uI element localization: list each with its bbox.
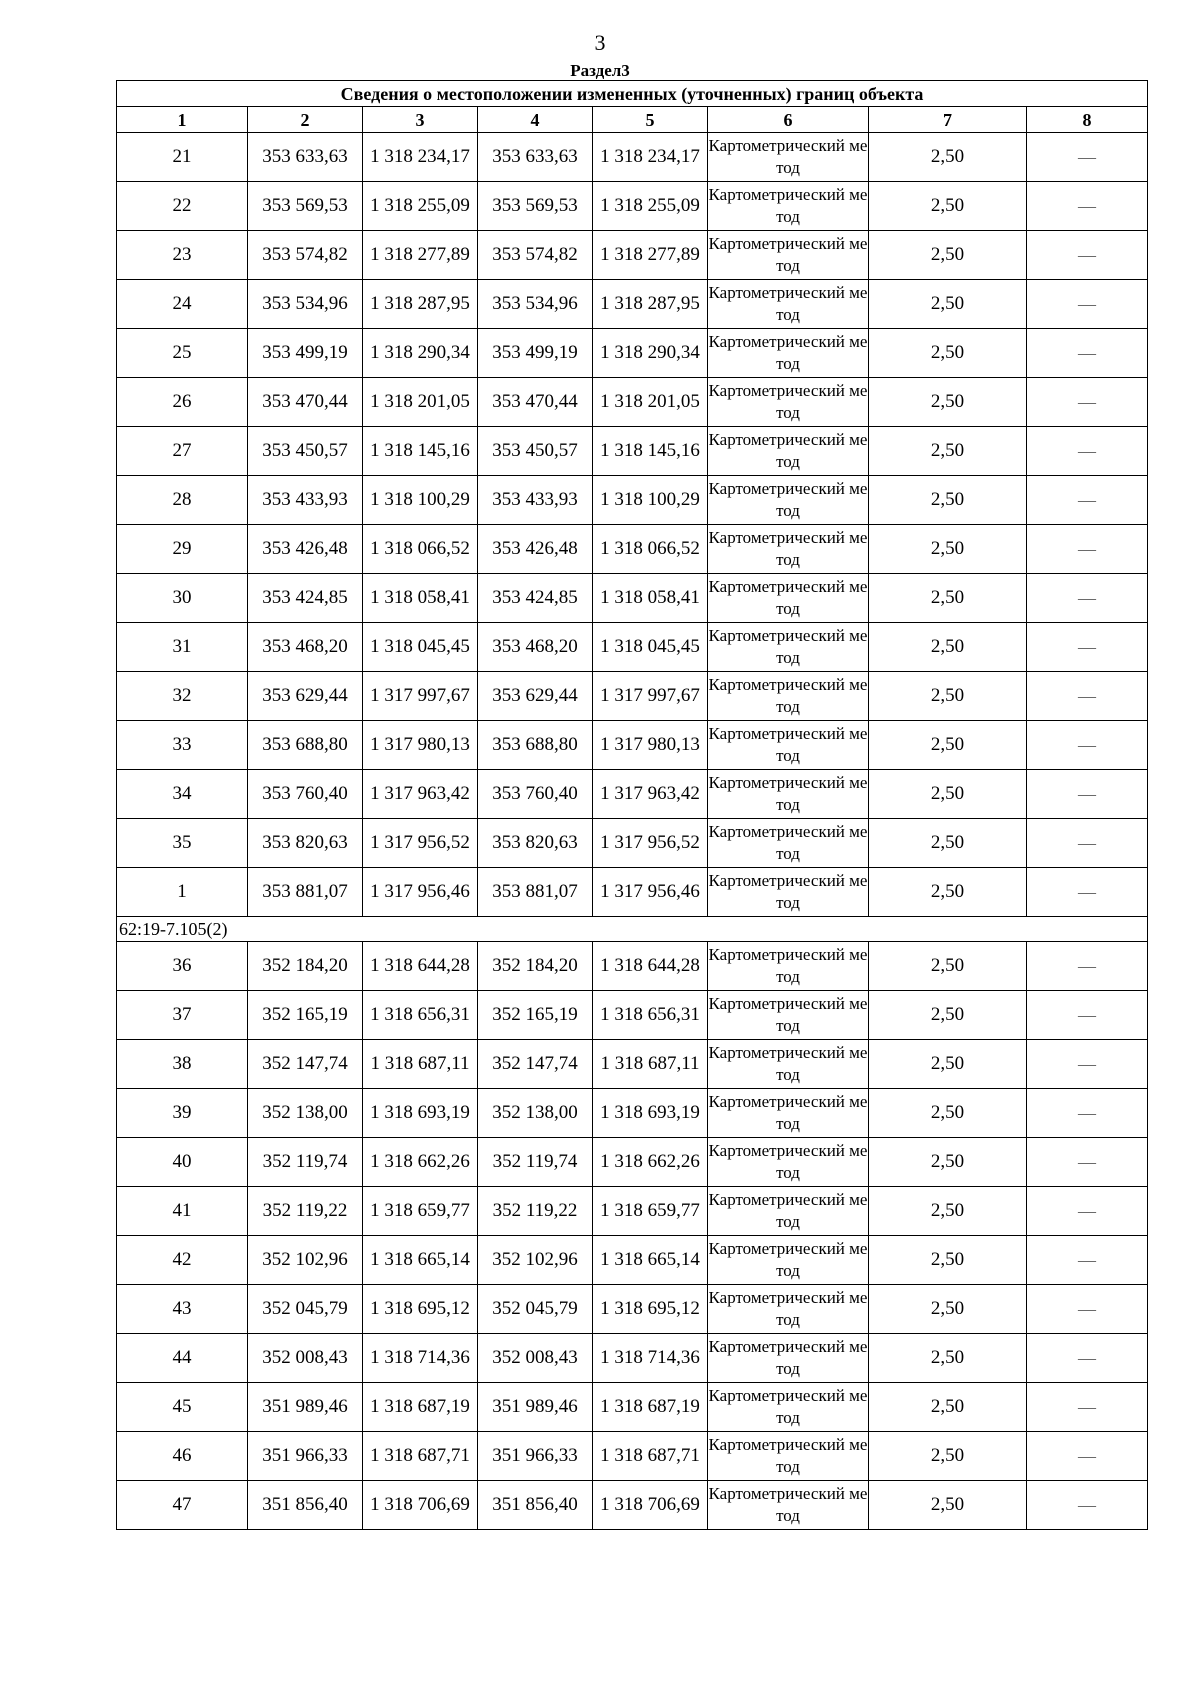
x-coordinate-cell: 352 008,43	[248, 1334, 363, 1383]
x-coordinate-cell: 353 426,48	[478, 525, 593, 574]
x-coordinate-cell: 351 856,40	[248, 1481, 363, 1530]
x-coordinate-cell: 352 102,96	[478, 1236, 593, 1285]
table-caption: Сведения о местоположении измененных (уточненных) границ объекта	[117, 81, 1148, 107]
accuracy-cell: 2,50	[869, 942, 1027, 991]
accuracy-cell: 2,50	[869, 427, 1027, 476]
x-coordinate-cell: 353 433,93	[478, 476, 593, 525]
method-cell: Картометрический метод	[708, 378, 869, 427]
accuracy-cell: 2,50	[869, 1236, 1027, 1285]
accuracy-cell: 2,50	[869, 525, 1027, 574]
y-coordinate-cell: 1 317 963,42	[363, 770, 478, 819]
point-number-cell: 31	[117, 623, 248, 672]
x-coordinate-cell: 353 820,63	[248, 819, 363, 868]
point-number-cell: 23	[117, 231, 248, 280]
note-cell: —	[1027, 1285, 1148, 1334]
boundary-coordinates-table	[116, 80, 1148, 1530]
accuracy-cell: 2,50	[869, 1432, 1027, 1481]
y-coordinate-cell: 1 318 687,71	[593, 1432, 708, 1481]
method-cell: Картометрический метод	[708, 525, 869, 574]
table-row	[117, 378, 1148, 427]
column-header: 7	[869, 107, 1027, 133]
point-number-cell: 47	[117, 1481, 248, 1530]
point-number-cell: 28	[117, 476, 248, 525]
y-coordinate-cell: 1 317 980,13	[593, 721, 708, 770]
x-coordinate-cell: 353 499,19	[248, 329, 363, 378]
y-coordinate-cell: 1 317 980,13	[363, 721, 478, 770]
method-cell: Картометрический метод	[708, 329, 869, 378]
point-number-cell: 35	[117, 819, 248, 868]
point-number-cell: 45	[117, 1383, 248, 1432]
table-row	[117, 476, 1148, 525]
note-cell: —	[1027, 231, 1148, 280]
x-coordinate-cell: 353 881,07	[248, 868, 363, 917]
point-number-cell: 1	[117, 868, 248, 917]
y-coordinate-cell: 1 318 145,16	[593, 427, 708, 476]
x-coordinate-cell: 353 468,20	[478, 623, 593, 672]
table-row	[117, 231, 1148, 280]
note-cell: —	[1027, 1334, 1148, 1383]
method-cell: Картометрический метод	[708, 819, 869, 868]
x-coordinate-cell: 352 045,79	[478, 1285, 593, 1334]
method-cell: Картометрический метод	[708, 1138, 869, 1187]
y-coordinate-cell: 1 317 956,52	[363, 819, 478, 868]
method-cell: Картометрический метод	[708, 476, 869, 525]
accuracy-cell: 2,50	[869, 1138, 1027, 1187]
y-coordinate-cell: 1 318 277,89	[593, 231, 708, 280]
accuracy-cell: 2,50	[869, 476, 1027, 525]
x-coordinate-cell: 353 760,40	[478, 770, 593, 819]
y-coordinate-cell: 1 318 656,31	[593, 991, 708, 1040]
accuracy-cell: 2,50	[869, 1285, 1027, 1334]
accuracy-cell: 2,50	[869, 1383, 1027, 1432]
point-number-cell: 42	[117, 1236, 248, 1285]
table-row	[117, 280, 1148, 329]
method-cell: Картометрический метод	[708, 623, 869, 672]
x-coordinate-cell: 353 688,80	[248, 721, 363, 770]
x-coordinate-cell: 352 119,22	[478, 1187, 593, 1236]
table-row	[117, 574, 1148, 623]
table-row	[117, 427, 1148, 476]
table-row	[117, 672, 1148, 721]
point-number-cell: 40	[117, 1138, 248, 1187]
y-coordinate-cell: 1 318 714,36	[363, 1334, 478, 1383]
column-header: 5	[593, 107, 708, 133]
x-coordinate-cell: 353 574,82	[478, 231, 593, 280]
accuracy-cell: 2,50	[869, 868, 1027, 917]
y-coordinate-cell: 1 317 997,67	[593, 672, 708, 721]
x-coordinate-cell: 353 629,44	[478, 672, 593, 721]
x-coordinate-cell: 353 688,80	[478, 721, 593, 770]
accuracy-cell: 2,50	[869, 991, 1027, 1040]
accuracy-cell: 2,50	[869, 182, 1027, 231]
y-coordinate-cell: 1 318 656,31	[363, 991, 478, 1040]
x-coordinate-cell: 353 760,40	[248, 770, 363, 819]
y-coordinate-cell: 1 318 100,29	[593, 476, 708, 525]
method-cell: Картометрический метод	[708, 672, 869, 721]
point-number-cell: 43	[117, 1285, 248, 1334]
y-coordinate-cell: 1 318 644,28	[363, 942, 478, 991]
table-row	[117, 942, 1148, 991]
x-coordinate-cell: 353 534,96	[478, 280, 593, 329]
method-cell: Картометрический метод	[708, 1432, 869, 1481]
method-cell: Картометрический метод	[708, 133, 869, 182]
x-coordinate-cell: 352 138,00	[248, 1089, 363, 1138]
accuracy-cell: 2,50	[869, 329, 1027, 378]
accuracy-cell: 2,50	[869, 231, 1027, 280]
x-coordinate-cell: 352 165,19	[248, 991, 363, 1040]
note-cell: —	[1027, 991, 1148, 1040]
method-cell: Картометрический метод	[708, 1040, 869, 1089]
section-label: Раздел3	[570, 61, 630, 80]
x-coordinate-cell: 353 629,44	[248, 672, 363, 721]
point-number-cell: 39	[117, 1089, 248, 1138]
y-coordinate-cell: 1 318 066,52	[363, 525, 478, 574]
method-cell: Картометрический метод	[708, 868, 869, 917]
x-coordinate-cell: 353 534,96	[248, 280, 363, 329]
x-coordinate-cell: 351 966,33	[478, 1432, 593, 1481]
x-coordinate-cell: 352 119,22	[248, 1187, 363, 1236]
x-coordinate-cell: 353 426,48	[248, 525, 363, 574]
note-cell: —	[1027, 868, 1148, 917]
y-coordinate-cell: 1 318 687,19	[593, 1383, 708, 1432]
method-cell: Картометрический метод	[708, 1089, 869, 1138]
point-number-cell: 34	[117, 770, 248, 819]
method-cell: Картометрический метод	[708, 1334, 869, 1383]
y-coordinate-cell: 1 318 687,11	[363, 1040, 478, 1089]
table-row	[117, 1187, 1148, 1236]
y-coordinate-cell: 1 318 290,34	[363, 329, 478, 378]
note-cell: —	[1027, 525, 1148, 574]
point-number-cell: 30	[117, 574, 248, 623]
x-coordinate-cell: 352 138,00	[478, 1089, 593, 1138]
point-number-cell: 41	[117, 1187, 248, 1236]
y-coordinate-cell: 1 318 687,71	[363, 1432, 478, 1481]
x-coordinate-cell: 352 008,43	[478, 1334, 593, 1383]
point-number-cell: 21	[117, 133, 248, 182]
x-coordinate-cell: 353 468,20	[248, 623, 363, 672]
method-cell: Картометрический метод	[708, 1236, 869, 1285]
x-coordinate-cell: 353 433,93	[248, 476, 363, 525]
accuracy-cell: 2,50	[869, 1040, 1027, 1089]
point-number-cell: 22	[117, 182, 248, 231]
x-coordinate-cell: 353 633,63	[478, 133, 593, 182]
column-header: 2	[248, 107, 363, 133]
accuracy-cell: 2,50	[869, 1089, 1027, 1138]
y-coordinate-cell: 1 318 145,16	[363, 427, 478, 476]
accuracy-cell: 2,50	[869, 1334, 1027, 1383]
table-row	[117, 1432, 1148, 1481]
note-cell: —	[1027, 672, 1148, 721]
table-row	[117, 1040, 1148, 1089]
y-coordinate-cell: 1 318 277,89	[363, 231, 478, 280]
y-coordinate-cell: 1 318 665,14	[363, 1236, 478, 1285]
note-cell: —	[1027, 1432, 1148, 1481]
x-coordinate-cell: 353 574,82	[248, 231, 363, 280]
y-coordinate-cell: 1 317 956,52	[593, 819, 708, 868]
y-coordinate-cell: 1 317 997,67	[363, 672, 478, 721]
x-coordinate-cell: 353 450,57	[478, 427, 593, 476]
x-coordinate-cell: 351 989,46	[478, 1383, 593, 1432]
x-coordinate-cell: 352 147,74	[478, 1040, 593, 1089]
method-cell: Картометрический метод	[708, 770, 869, 819]
method-cell: Картометрический метод	[708, 574, 869, 623]
x-coordinate-cell: 352 147,74	[248, 1040, 363, 1089]
table-row	[117, 182, 1148, 231]
method-cell: Картометрический метод	[708, 721, 869, 770]
y-coordinate-cell: 1 318 706,69	[363, 1481, 478, 1530]
note-cell: —	[1027, 721, 1148, 770]
table-row	[117, 133, 1148, 182]
y-coordinate-cell: 1 318 665,14	[593, 1236, 708, 1285]
accuracy-cell: 2,50	[869, 770, 1027, 819]
accuracy-cell: 2,50	[869, 1187, 1027, 1236]
note-cell: —	[1027, 574, 1148, 623]
method-cell: Картометрический метод	[708, 1383, 869, 1432]
table-row	[117, 1138, 1148, 1187]
x-coordinate-cell: 352 045,79	[248, 1285, 363, 1334]
note-cell: —	[1027, 1187, 1148, 1236]
point-number-cell: 32	[117, 672, 248, 721]
note-cell: —	[1027, 1383, 1148, 1432]
accuracy-cell: 2,50	[869, 672, 1027, 721]
point-number-cell: 24	[117, 280, 248, 329]
y-coordinate-cell: 1 318 290,34	[593, 329, 708, 378]
note-cell: —	[1027, 1481, 1148, 1530]
y-coordinate-cell: 1 318 662,26	[593, 1138, 708, 1187]
y-coordinate-cell: 1 318 714,36	[593, 1334, 708, 1383]
note-cell: —	[1027, 133, 1148, 182]
accuracy-cell: 2,50	[869, 378, 1027, 427]
table-row	[117, 819, 1148, 868]
note-cell: —	[1027, 427, 1148, 476]
x-coordinate-cell: 351 856,40	[478, 1481, 593, 1530]
method-cell: Картометрический метод	[708, 942, 869, 991]
point-number-cell: 33	[117, 721, 248, 770]
method-cell: Картометрический метод	[708, 182, 869, 231]
column-header: 6	[708, 107, 869, 133]
note-cell: —	[1027, 623, 1148, 672]
method-cell: Картометрический метод	[708, 280, 869, 329]
table-row	[117, 623, 1148, 672]
table-row	[117, 329, 1148, 378]
point-number-cell: 25	[117, 329, 248, 378]
accuracy-cell: 2,50	[869, 574, 1027, 623]
table-row	[117, 721, 1148, 770]
point-number-cell: 46	[117, 1432, 248, 1481]
method-cell: Картометрический метод	[708, 1187, 869, 1236]
point-number-cell: 38	[117, 1040, 248, 1089]
x-coordinate-cell: 352 102,96	[248, 1236, 363, 1285]
method-cell: Картометрический метод	[708, 991, 869, 1040]
y-coordinate-cell: 1 318 287,95	[593, 280, 708, 329]
table-row	[117, 1334, 1148, 1383]
note-cell: —	[1027, 1236, 1148, 1285]
y-coordinate-cell: 1 318 695,12	[363, 1285, 478, 1334]
y-coordinate-cell: 1 318 662,26	[363, 1138, 478, 1187]
x-coordinate-cell: 353 881,07	[478, 868, 593, 917]
y-coordinate-cell: 1 318 100,29	[363, 476, 478, 525]
method-cell: Картометрический метод	[708, 427, 869, 476]
x-coordinate-cell: 352 119,74	[478, 1138, 593, 1187]
note-cell: —	[1027, 1138, 1148, 1187]
y-coordinate-cell: 1 318 234,17	[593, 133, 708, 182]
y-coordinate-cell: 1 318 687,19	[363, 1383, 478, 1432]
column-header: 4	[478, 107, 593, 133]
y-coordinate-cell: 1 317 956,46	[593, 868, 708, 917]
y-coordinate-cell: 1 318 045,45	[593, 623, 708, 672]
y-coordinate-cell: 1 318 066,52	[593, 525, 708, 574]
x-coordinate-cell: 352 165,19	[478, 991, 593, 1040]
point-number-cell: 29	[117, 525, 248, 574]
x-coordinate-cell: 351 966,33	[248, 1432, 363, 1481]
x-coordinate-cell: 353 470,44	[248, 378, 363, 427]
point-number-cell: 27	[117, 427, 248, 476]
y-coordinate-cell: 1 318 234,17	[363, 133, 478, 182]
table-row	[117, 1089, 1148, 1138]
y-coordinate-cell: 1 318 695,12	[593, 1285, 708, 1334]
column-number-row	[117, 107, 1148, 133]
method-cell: Картометрический метод	[708, 231, 869, 280]
x-coordinate-cell: 352 184,20	[248, 942, 363, 991]
y-coordinate-cell: 1 318 287,95	[363, 280, 478, 329]
table-row	[117, 1383, 1148, 1432]
x-coordinate-cell: 353 499,19	[478, 329, 593, 378]
group-row	[117, 917, 1148, 942]
y-coordinate-cell: 1 317 956,46	[363, 868, 478, 917]
column-header: 8	[1027, 107, 1148, 133]
table-row	[117, 1236, 1148, 1285]
y-coordinate-cell: 1 318 659,77	[363, 1187, 478, 1236]
method-cell: Картометрический метод	[708, 1481, 869, 1530]
y-coordinate-cell: 1 317 963,42	[593, 770, 708, 819]
accuracy-cell: 2,50	[869, 1481, 1027, 1530]
accuracy-cell: 2,50	[869, 819, 1027, 868]
note-cell: —	[1027, 329, 1148, 378]
y-coordinate-cell: 1 318 058,41	[593, 574, 708, 623]
note-cell: —	[1027, 1040, 1148, 1089]
accuracy-cell: 2,50	[869, 280, 1027, 329]
note-cell: —	[1027, 182, 1148, 231]
x-coordinate-cell: 353 569,53	[248, 182, 363, 231]
cadastral-number-label: 62:19-7.105(2)	[117, 917, 1148, 942]
point-number-cell: 36	[117, 942, 248, 991]
table-row	[117, 868, 1148, 917]
y-coordinate-cell: 1 318 687,11	[593, 1040, 708, 1089]
accuracy-cell: 2,50	[869, 133, 1027, 182]
table-row	[117, 1481, 1148, 1530]
note-cell: —	[1027, 280, 1148, 329]
table-row	[117, 770, 1148, 819]
y-coordinate-cell: 1 318 058,41	[363, 574, 478, 623]
column-header: 3	[363, 107, 478, 133]
y-coordinate-cell: 1 318 201,05	[593, 378, 708, 427]
note-cell: —	[1027, 378, 1148, 427]
note-cell: —	[1027, 942, 1148, 991]
x-coordinate-cell: 353 424,85	[248, 574, 363, 623]
x-coordinate-cell: 352 119,74	[248, 1138, 363, 1187]
x-coordinate-cell: 353 633,63	[248, 133, 363, 182]
y-coordinate-cell: 1 318 659,77	[593, 1187, 708, 1236]
x-coordinate-cell: 353 450,57	[248, 427, 363, 476]
point-number-cell: 37	[117, 991, 248, 1040]
y-coordinate-cell: 1 318 706,69	[593, 1481, 708, 1530]
y-coordinate-cell: 1 318 693,19	[593, 1089, 708, 1138]
table-row	[117, 1285, 1148, 1334]
method-cell: Картометрический метод	[708, 1285, 869, 1334]
page-number: 3	[594, 30, 606, 55]
y-coordinate-cell: 1 318 693,19	[363, 1089, 478, 1138]
x-coordinate-cell: 351 989,46	[248, 1383, 363, 1432]
x-coordinate-cell: 353 470,44	[478, 378, 593, 427]
y-coordinate-cell: 1 318 201,05	[363, 378, 478, 427]
x-coordinate-cell: 352 184,20	[478, 942, 593, 991]
accuracy-cell: 2,50	[869, 721, 1027, 770]
table-row	[117, 525, 1148, 574]
note-cell: —	[1027, 819, 1148, 868]
note-cell: —	[1027, 770, 1148, 819]
note-cell: —	[1027, 476, 1148, 525]
y-coordinate-cell: 1 318 255,09	[363, 182, 478, 231]
y-coordinate-cell: 1 318 644,28	[593, 942, 708, 991]
column-header: 1	[117, 107, 248, 133]
y-coordinate-cell: 1 318 045,45	[363, 623, 478, 672]
x-coordinate-cell: 353 424,85	[478, 574, 593, 623]
note-cell: —	[1027, 1089, 1148, 1138]
x-coordinate-cell: 353 820,63	[478, 819, 593, 868]
x-coordinate-cell: 353 569,53	[478, 182, 593, 231]
table-row	[117, 991, 1148, 1040]
y-coordinate-cell: 1 318 255,09	[593, 182, 708, 231]
point-number-cell: 44	[117, 1334, 248, 1383]
point-number-cell: 26	[117, 378, 248, 427]
accuracy-cell: 2,50	[869, 623, 1027, 672]
